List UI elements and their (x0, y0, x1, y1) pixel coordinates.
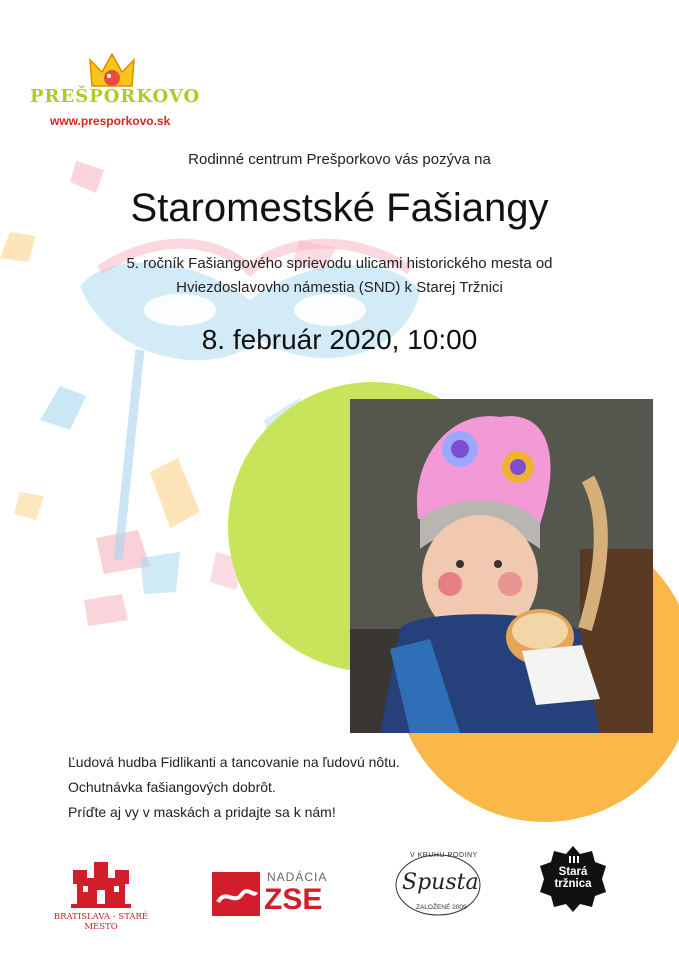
event-details (68, 750, 400, 825)
confetti-piece (40, 386, 86, 430)
detail-line: Príďte aj vy v maskách a pridajte sa k nám! (68, 804, 336, 820)
confetti-piece (14, 492, 44, 520)
confetti-piece (140, 552, 180, 594)
website-link[interactable]: www.presporkovo.sk (50, 114, 171, 128)
presporkovo-logo (30, 52, 200, 132)
child-photo-illustration (350, 399, 653, 733)
castle-icon (69, 860, 133, 910)
subtitle-line: Hviezdoslavovho námestia (SND) k Starej Tržnici (176, 279, 503, 296)
intro-text: Rodinné centrum Prešporkovo vás pozýva na (188, 151, 491, 168)
detail-line: Ochutnávka fašiangových dobrôt. (68, 779, 276, 795)
event-title: Staromestské Fašiangy (130, 186, 549, 230)
event-date: 8. február 2020, 10:00 (201, 324, 478, 355)
stara-trznica-line: Stará (558, 866, 588, 878)
zse-nadacia-label: NADÁCIA (267, 870, 328, 884)
confetti-piece (150, 458, 200, 528)
zse-icon (212, 872, 262, 916)
child-photo (350, 399, 653, 733)
spusta-top-label: V KRUHU RODINY (410, 852, 478, 859)
sponsor-nadacia-zse (212, 870, 332, 918)
stara-trznica-line: tržnica (554, 878, 592, 890)
event-subtitle (0, 252, 679, 300)
subtitle-line: 5. ročník Fašiangového sprievodu ulicami historického mesta od (126, 255, 553, 272)
detail-line: Ľudová hudba Fidlikanti a tancovanie na ľudovú nôtu. (68, 754, 400, 770)
spusta-bottom-label: ZALOŽENÉ 2009 (416, 904, 467, 911)
stara-trznica-label (540, 866, 606, 890)
spusta-name: Spusta (402, 870, 479, 895)
sponsor-bratislava-stare-mesto (36, 860, 166, 930)
logo-text: PREŠPORKOVO (30, 86, 201, 107)
zse-label: ZSE (264, 883, 323, 916)
sponsor-spusta (388, 852, 488, 918)
sponsor-stara-trznica (540, 846, 606, 912)
confetti-piece (84, 594, 128, 626)
bsm-label: BRATISLAVA - STARÉ MESTO (53, 912, 149, 932)
mask-stick (118, 350, 140, 560)
